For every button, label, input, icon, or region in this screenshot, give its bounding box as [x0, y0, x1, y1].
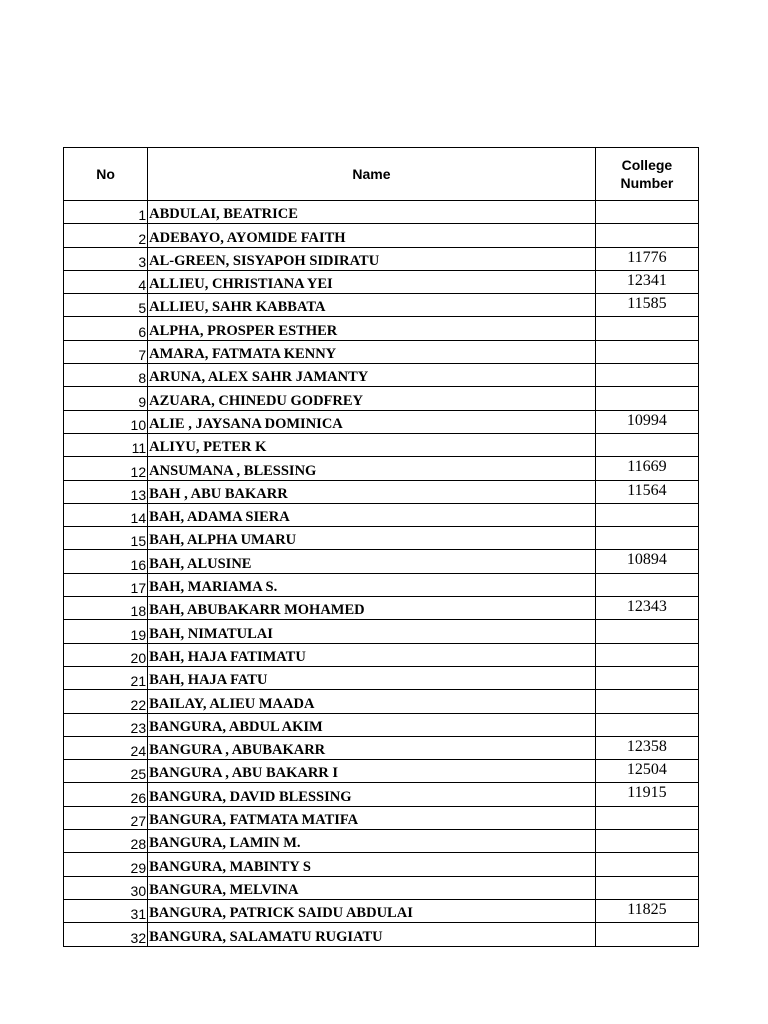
- college-number-cell: [595, 713, 698, 736]
- student-name-cell: BAH, ALPHA UMARU: [148, 527, 596, 550]
- student-name-cell: BAH, ADAMA SIERA: [148, 503, 596, 526]
- student-name-cell: BANGURA, PATRICK SAIDU ABDULAI: [148, 899, 596, 922]
- row-number-cell: 14: [64, 503, 148, 526]
- student-name-cell: BANGURA , ABU BAKARR I: [148, 760, 596, 783]
- table-row: [64, 666, 699, 689]
- row-number-cell: 29: [64, 853, 148, 876]
- table-row: [64, 364, 699, 387]
- table-row: [64, 597, 699, 620]
- student-name-cell: BAH, HAJA FATU: [148, 666, 596, 689]
- student-name-cell: BAH, MARIAMA S.: [148, 573, 596, 596]
- row-number-cell: 6: [64, 317, 148, 340]
- table-row: [64, 923, 699, 946]
- student-name-cell: BAH , ABU BAKARR: [148, 480, 596, 503]
- student-name-cell: AMARA, FATMATA KENNY: [148, 340, 596, 363]
- college-number-cell: [595, 503, 698, 526]
- student-name-cell: BANGURA, MABINTY S: [148, 853, 596, 876]
- table-row: [64, 643, 699, 666]
- table-row: [64, 340, 699, 363]
- row-number-cell: 30: [64, 876, 148, 899]
- table-row: [64, 899, 699, 922]
- college-number-cell: [595, 830, 698, 853]
- table-row: [64, 410, 699, 433]
- college-number-cell: 12504: [595, 760, 698, 783]
- table-row: [64, 760, 699, 783]
- table-row: [64, 387, 699, 410]
- row-number-cell: 4: [64, 270, 148, 293]
- student-name-cell: ALLIEU, SAHR KABBATA: [148, 294, 596, 317]
- college-number-cell: [595, 433, 698, 456]
- header-college-line1: College: [621, 157, 673, 173]
- table-row: [64, 503, 699, 526]
- row-number-cell: 7: [64, 340, 148, 363]
- table-row: [64, 876, 699, 899]
- student-name-cell: ADEBAYO, AYOMIDE FAITH: [148, 224, 596, 247]
- student-name-cell: BANGURA, SALAMATU RUGIATU: [148, 923, 596, 946]
- college-number-cell: [595, 201, 698, 224]
- college-number-cell: 11669: [595, 457, 698, 480]
- college-number-cell: 11564: [595, 480, 698, 503]
- row-number-cell: 12: [64, 457, 148, 480]
- college-number-cell: [595, 923, 698, 946]
- row-number-cell: 23: [64, 713, 148, 736]
- table-row: [64, 713, 699, 736]
- row-number-cell: 3: [64, 247, 148, 270]
- student-name-cell: ANSUMANA , BLESSING: [148, 457, 596, 480]
- college-number-cell: 11825: [595, 899, 698, 922]
- college-number-cell: 12341: [595, 270, 698, 293]
- table-row: [64, 317, 699, 340]
- college-number-cell: [595, 573, 698, 596]
- college-number-cell: 11585: [595, 294, 698, 317]
- student-name-cell: BAH, HAJA FATIMATU: [148, 643, 596, 666]
- table-row: [64, 247, 699, 270]
- college-number-cell: [595, 527, 698, 550]
- college-number-cell: [595, 387, 698, 410]
- college-number-cell: [595, 364, 698, 387]
- row-number-cell: 18: [64, 597, 148, 620]
- table-row: [64, 736, 699, 759]
- table-row: [64, 830, 699, 853]
- student-name-cell: AZUARA, CHINEDU GODFREY: [148, 387, 596, 410]
- table-row: [64, 527, 699, 550]
- student-name-cell: BANGURA, FATMATA MATIFA: [148, 806, 596, 829]
- row-number-cell: 27: [64, 806, 148, 829]
- row-number-cell: 16: [64, 550, 148, 573]
- table-row: [64, 690, 699, 713]
- college-number-cell: [595, 340, 698, 363]
- student-name-cell: AL-GREEN, SISYAPOH SIDIRATU: [148, 247, 596, 270]
- row-number-cell: 25: [64, 760, 148, 783]
- table-row: [64, 620, 699, 643]
- table-row: [64, 550, 699, 573]
- row-number-cell: 9: [64, 387, 148, 410]
- row-number-cell: 20: [64, 643, 148, 666]
- college-number-cell: [595, 666, 698, 689]
- row-number-cell: 24: [64, 736, 148, 759]
- student-name-cell: BANGURA, ABDUL AKIM: [148, 713, 596, 736]
- college-number-cell: 11915: [595, 783, 698, 806]
- student-name-cell: BANGURA, DAVID BLESSING: [148, 783, 596, 806]
- table-row: [64, 806, 699, 829]
- row-number-cell: 17: [64, 573, 148, 596]
- row-number-cell: 26: [64, 783, 148, 806]
- student-name-cell: BANGURA, MELVINA: [148, 876, 596, 899]
- header-name: Name: [148, 148, 596, 201]
- header-college-line2: Number: [620, 175, 674, 191]
- row-number-cell: 28: [64, 830, 148, 853]
- row-number-cell: 22: [64, 690, 148, 713]
- table-row: [64, 480, 699, 503]
- table-body: [64, 201, 699, 947]
- student-name-cell: ALIE , JAYSANA DOMINICA: [148, 410, 596, 433]
- row-number-cell: 15: [64, 527, 148, 550]
- student-name-cell: ARUNA, ALEX SAHR JAMANTY: [148, 364, 596, 387]
- student-name-cell: ABDULAI, BEATRICE: [148, 201, 596, 224]
- student-name-cell: BAH, ABUBAKARR MOHAMED: [148, 597, 596, 620]
- college-number-cell: [595, 690, 698, 713]
- row-number-cell: 2: [64, 224, 148, 247]
- table-row: [64, 457, 699, 480]
- student-name-cell: ALPHA, PROSPER ESTHER: [148, 317, 596, 340]
- student-name-cell: BAILAY, ALIEU MAADA: [148, 690, 596, 713]
- row-number-cell: 11: [64, 433, 148, 456]
- table-row: [64, 201, 699, 224]
- row-number-cell: 19: [64, 620, 148, 643]
- college-number-cell: 10994: [595, 410, 698, 433]
- college-number-cell: [595, 317, 698, 340]
- header-no: No: [64, 148, 148, 201]
- table-row: [64, 270, 699, 293]
- header-row: [64, 148, 699, 201]
- student-name-cell: ALLIEU, CHRISTIANA YEI: [148, 270, 596, 293]
- row-number-cell: 31: [64, 899, 148, 922]
- student-roster-table: [63, 147, 699, 947]
- student-name-cell: BANGURA, LAMIN M.: [148, 830, 596, 853]
- row-number-cell: 10: [64, 410, 148, 433]
- college-number-cell: 11776: [595, 247, 698, 270]
- table-row: [64, 294, 699, 317]
- student-name-cell: BAH, ALUSINE: [148, 550, 596, 573]
- college-number-cell: [595, 853, 698, 876]
- college-number-cell: 12343: [595, 597, 698, 620]
- row-number-cell: 8: [64, 364, 148, 387]
- college-number-cell: [595, 620, 698, 643]
- student-name-cell: BANGURA , ABUBAKARR: [148, 736, 596, 759]
- table-row: [64, 224, 699, 247]
- student-name-cell: BAH, NIMATULAI: [148, 620, 596, 643]
- college-number-cell: 10894: [595, 550, 698, 573]
- college-number-cell: [595, 876, 698, 899]
- row-number-cell: 13: [64, 480, 148, 503]
- table-row: [64, 433, 699, 456]
- college-number-cell: 12358: [595, 736, 698, 759]
- row-number-cell: 5: [64, 294, 148, 317]
- table-row: [64, 573, 699, 596]
- student-name-cell: ALIYU, PETER K: [148, 433, 596, 456]
- table-row: [64, 783, 699, 806]
- row-number-cell: 1: [64, 201, 148, 224]
- college-number-cell: [595, 643, 698, 666]
- row-number-cell: 21: [64, 666, 148, 689]
- table-header: [64, 148, 699, 201]
- header-college-number: [595, 148, 698, 201]
- row-number-cell: 32: [64, 923, 148, 946]
- table-row: [64, 853, 699, 876]
- college-number-cell: [595, 224, 698, 247]
- college-number-cell: [595, 806, 698, 829]
